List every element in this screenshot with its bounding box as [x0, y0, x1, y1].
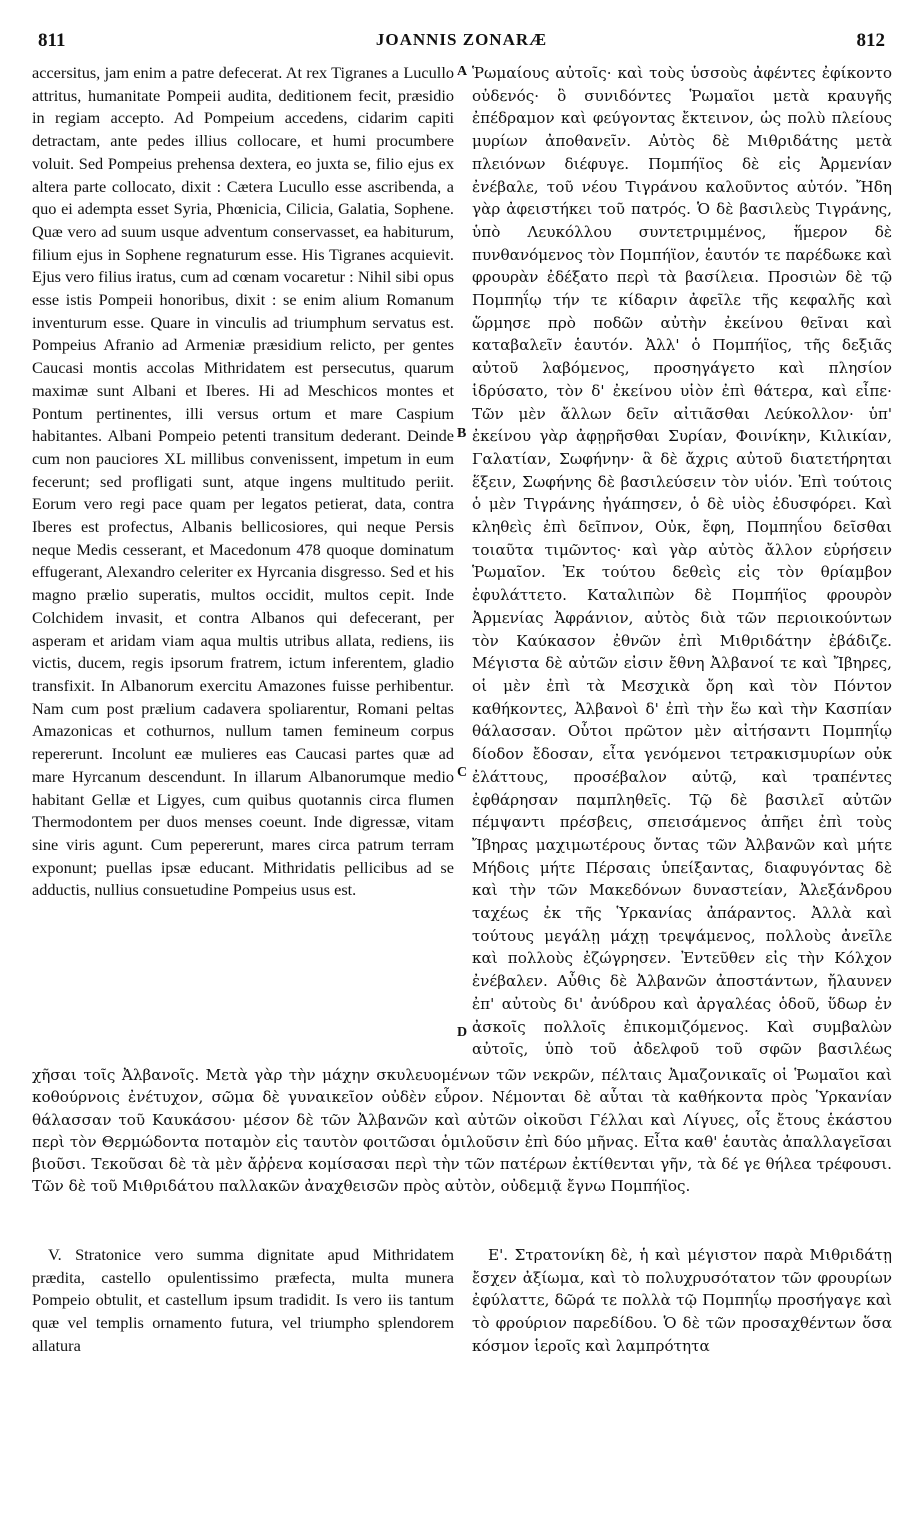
running-header [38, 30, 885, 56]
greek-section-e [472, 1244, 892, 1474]
latin-section-v [32, 1244, 454, 1474]
right-page-number: 812 [856, 30, 885, 51]
left-page-number: 811 [38, 30, 66, 51]
latin-section-v-paragraph: V. Stratonice vero summa dignitate apud Mithridatem prædita, castello opulentissimo præfecta, multa munera Pompeio obtulit, et castellum ipsum tradidit. Is vero iis tantum quæ vel templis ornamento futura, vel triumpho splendorem allatura [32, 1245, 454, 1355]
margin-letter-a: A [457, 64, 468, 79]
greek-column [472, 62, 892, 1062]
greek-paragraph: Ῥωμαίους αὐτοῖς· καὶ τοὺς ὑσσοὺς ἀφέντες ἐφίκοντο οὐδενός· ὃ συνιδόντες Ῥωμαῖοι μετὰ κραυγῆς ἐπέδραμον καὶ φεύγοντας ἔκτεινον, ὡς πολὺ πλείους μυρίων ἀποθανεῖν. Αὐτὸς δὲ Μιθριδάτης μετὰ πλειόνων διέφυγε. Πομπήϊος δὲ εἰς Ἀρμενίαν ἐνέβαλε, τοῦ νέου Τιγράνου καλοῦντος αὐτόν. Ἤδη γὰρ ἀφειστήκει τοῦ πατρός. Ὁ δὲ βασιλεὺς Τιγράνης, ὑπὸ Λευκόλλου συντετριμμένος, ἥμερον δὲ πυνθανόμενος τὸν Πομπήϊον, ἑαυτόν τε παρέδωκε καὶ φρουρὰν ἐδέξατο περὶ τὰ βασίλεια. Προσιὼν δὲ τῷ Πομπηΐῳ τήν τε κίδαριν ἀφεῖλε τῆς κεφαλῆς καὶ ὥρμησε πρὸ ποδῶν αὐτὴν ἐκείνου θεῖναι καὶ καταβαλεῖν ἑαυτόν. Ἀλλ' ὁ Πομπήϊος, τῆς δεξιᾶς αὐτοῦ λαβόμενος, προσηγάγετο καὶ πλησίον ἱδρύσατο, τὸν δ' ἐκείνου υἱὸν ἐπὶ θάτερα, καὶ εἶπε· Τῶν μὲν ἄλλων δεῖν αἰτιᾶσθαι Λεύκολλον· ὑπ' ἐκείνου γὰρ ἀφῃρῆσθαι Συρίαν, Φοινίκην, Κιλικίαν, Γαλατίαν, Σωφήνην· ἃ δὲ ἄχρις αὐτοῦ διατετήρηται ἕξειν, Σωφήνης δὲ βασιλεύσειν τὸν υἱόν. Ἐπὶ τούτοις ὁ μὲν Τιγράνης ἠγάπησεν, ὁ δὲ υἱὸς ἐδυσφόρει. Καὶ κληθεὶς ἐπὶ δεῖπνον, Οὐκ, ἔφη, Πομπηΐου δεῖσθαι τοιαῦτα τιμῶντος· καὶ γὰρ αὐτὸς ἄλλον εὑρήσειν Ῥωμαῖον. Ἐκ τούτου δεθεὶς εἰς τὸν θρίαμβον ἐφυλάττετο. Καταλιπὼν δὲ Πομπήϊος φρουρὸν Ἀρμενίας Ἀφράνιον, αὐτὸς διὰ τῶν περιοικούντων τὸν Καύκασον ἐθνῶν ἐπὶ Μιθριδάτην ἐβάδιζε. Μέγιστα δὲ αὐτῶν εἰσιν ἔθνη Ἀλβανοί τε καὶ Ἴβηρες, οἱ μὲν ἐπὶ τὰ Μεσχικὰ ὄρη καὶ τὸν Πόντον καθήκοντες, Ἀλβανοὶ δ' ἐπὶ τὴν ἕω καὶ τὴν Κασπίαν θάλασσαν. Οὗτοι πρῶτον μὲν αἰτήσαντι Πομπηΐῳ δίοδον ἔδοσαν, εἶτα γενόμενοι τετρακισμυρίων οὐκ ἐλάττους, προσέβαλον αὐτῷ, καὶ τραπέντες ἐφθάρησαν παμπληθεῖς. Τῷ δὲ βασιλεῖ αὐτῶν πέμψαντι πρέσβεις, σπεισάμενος ἀπῆει ἐπὶ τοὺς Ἴβηρας μαχιμωτέρους ὄντας τῶν Ἀλβανῶν καὶ μήτε Μήδοις μήτε Πέρσαις ὑπείξαντας, διαφυγόντας δὲ καὶ τὴν τῶν Μακεδόνων δυναστείαν, Ἀλεξάνδρου ταχέως ἐκ τῆς Ὑρκανίας ἀπάραντος. Ἀλλὰ καὶ τούτους μεγάλῃ μάχῃ τρεψάμενος, πολλοὺς ἀνεῖλε καὶ πολλοὺς ἐζώγρησεν. Ἐντεῦθεν εἰς τὴν Κόλχον ἐνέβαλεν. Αὖθις δὲ Ἀλβανῶν ἀποστάντων, ἤλαυνεν ἐπ' αὐτοὺς δι' ἀνύδρου καὶ ἀργαλέας ὁδοῦ, ὕδωρ ἐν ἀσκοῖς πολλοῖς ἐπικομιζόμενος. Καὶ συμβαλὼν αὐτοῖς, ὑπὸ τοῦ ἀδελφοῦ τοῦ σφῶν βασιλέως [472, 64, 892, 1059]
margin-letter-b: B [457, 426, 467, 441]
running-title: JOANNIS ZONARÆ [375, 30, 548, 49]
full-width-greek-block [32, 1064, 892, 1242]
latin-column [32, 62, 454, 1062]
full-width-greek-paragraph: χῆσαι τοῖς Ἀλβανοῖς. Μετὰ γὰρ τὴν μάχην σκυλευομένων τῶν νεκρῶν, πέλταις Ἀμαζονικαῖς οἱ Ῥωμαῖοι καὶ κοθούρνοις ἐνέτυχον, σῶμα δὲ γυναικεῖον οὐδὲν εὗρον. Νέμονται δὲ αὗται τὰ καθήκοντα πρὸς Ὑρκανίαν θάλασσαν τοῦ Καυκάσου· μέσον δὲ τῶν Ἀλβανῶν καὶ αὐτῶν οἰκοῦσι Γέλλαι καὶ Λίγυες, οἷς ἔτους ἑκάστου περὶ τὸν Θερμώδοντα ποταμὸν εἰς ταυτὸν φοιτῶσαι ὁμιλοῦσιν ἐπὶ δύο μῆνας. Εἶτα καθ' ἑαυτὰς ἀπαλλαγεῖσαι βιοῦσι. Τεκοῦσαι δὲ τὰ μὲν ἄῤῥενα κομίσασαι περὶ τὴν τῶν πατέρων ἐκτίθενται γῆν, τὰ δέ γε θήλεα τρέφουσι. Τῶν δὲ τοῦ Μιθριδάτου παλλακῶν ἀναχθεισῶν πρὸς αὐτὸν, οὐδεμιᾷ ἔγνω Πομπήϊος. [32, 1066, 892, 1196]
latin-paragraph: accersitus, jam enim a patre defecerat. At rex Tigranes a Lucullo attritus, humanitate Pompeii audita, deditionem fecit, præsidio in regiam accepto. Ad Pompeium accedens, cidarim capiti detractam, ante pedes illius collocare, et humi procumbere voluit. Sed Pompeius prehensa dextera, eo juxta se, filio ejus ex altera parte collocato, dixit : Cætera Lucullo esse ascribenda, a quo ei adempta esset Syria, Phœnicia, Cilicia, Galatia, Sophene. Quæ vero ad suum usque adventum conservasset, ea habiturum, filium ejus in Sophene regnaturum esse. His Tigranes acquievit. Ejus vero filius iratus, cum ad cœnam vocaretur : Nihil sibi opus esse istis Pompeii honoribus, dixit : se enim alium Romanum inventurum esse. Quare in vinculis ad triumphum servatus est. Pompeius Afranio ad Armeniæ præsidium relicto, per gentes Caucasi montis accolas Mithridatem est persecutus, quarum maximæ sunt Albani et Iberes. Hi ad Meschicos montes et Pontum pertinentes, illi versus ortum et mare Caspium habitantes. Albani Pompeio petenti transitum dederant. Deinde cum non pauciores XL millibus convenissent, impetum in eum fecerunt; sed profligati sunt, atque ingens multitudo periit. Eorum vero regi pace quam per legatos petierat, data, contra Iberes est profectus, Albanis bellicosiores, qui neque Persis neque Medis cesserant, et Macedonum 478 quoque dominatum effugerant, Alexandro celeriter ex Hyrcania disgresso. Sed et his magno prælio superatis, multos occidit, multos cepit. Inde Colchidem invasit, et contra Albanos qui defecerant, per asperam et aridam viam aqua multis utribus allata, rediens, iis victis, ducem, regis ipsorum fratrem, ictum inferentem, gladio transfixit. In Albanorum exercitu Amazones fuisse perhibentur. Nam cum post prælium cadavera spoliarentur, Romani peltas Amazonicas et cothurnos, nullum tamen femineum corpus repererunt. Incolunt eæ mulieres eas Caucasi partes quæ ad mare Hyrcanum descendunt. In illarum Albanorumque medio habitant Gellæ et Ligyes, cum quibus quotannis circa flumen Thermodontem per duos menses coeunt. Inde digressæ, vitam sine viris agunt. Cum pepererunt, mares circa patrum terram exponunt; puellas ipsæ educant. Mithridatis pellicibus ad se adductis, nullius consuetudine Pompeius usus est. [32, 63, 454, 900]
greek-section-e-paragraph: Ε'. Στρατονίκη δὲ, ἡ καὶ μέγιστον παρὰ Μιθριδάτῃ ἔσχεν ἀξίωμα, καὶ τὸ πολυχρυσότατον τῶν φρουρίων ἐφύλαττε, δῶρά τε πολλὰ τῷ Πομπηΐῳ προσήγαγε καὶ τὸ φρούριον παρεδίδου. Ὁ δὲ τῶν προσαχθέντων ὅσα κόσμον ἱεροῖς καὶ λαμπρότητα [472, 1246, 892, 1355]
margin-letter-d: D [457, 1025, 468, 1040]
margin-letter-c: C [457, 765, 468, 780]
